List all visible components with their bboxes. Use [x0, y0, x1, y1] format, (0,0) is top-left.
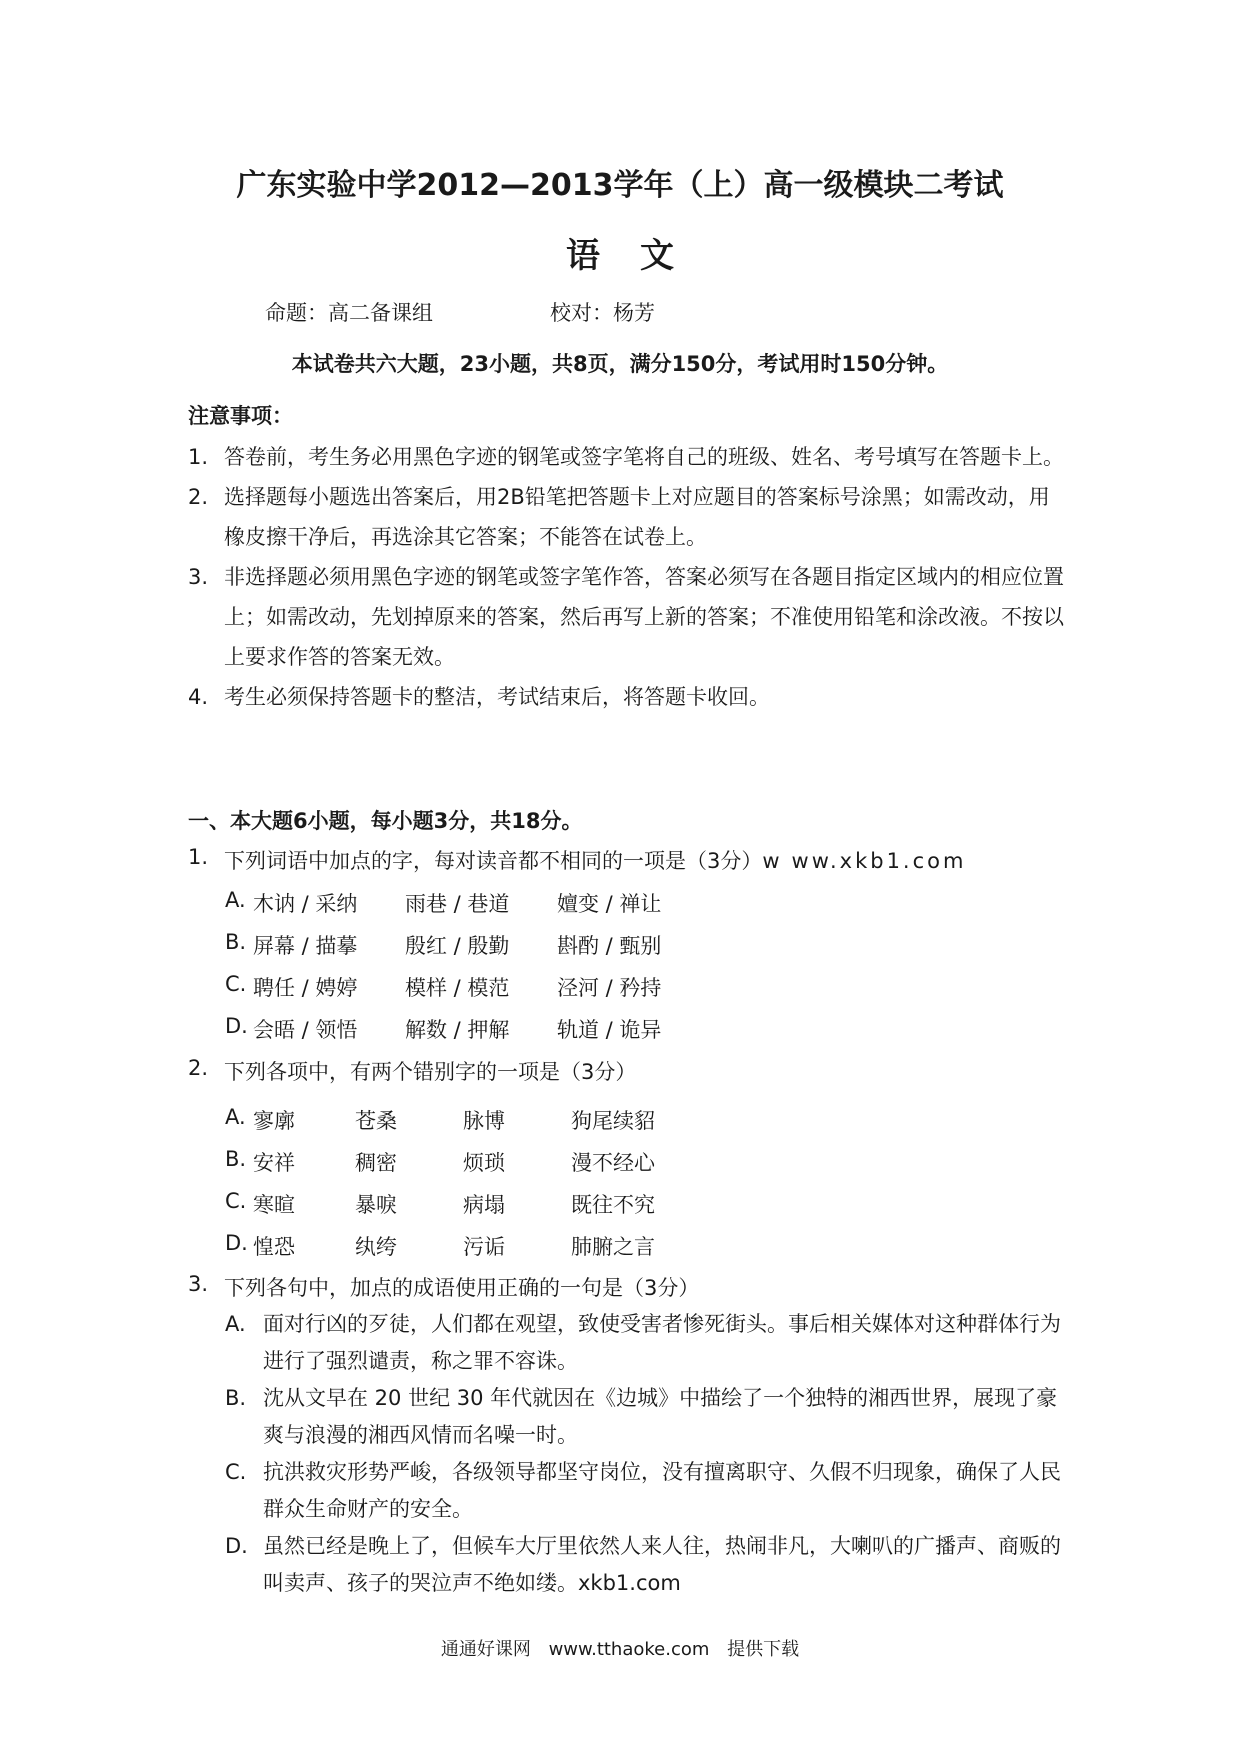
subject-title: 语文 — [566, 236, 714, 276]
question-number: 3. — [188, 1272, 209, 1296]
question-text — [224, 845, 966, 875]
notice-number: 2. — [188, 485, 209, 509]
option-label: C. — [225, 972, 247, 996]
q3-option-c — [225, 1454, 1065, 1528]
exam-title: 广东实验中学2012—2013学年（上）高一级模块二考试 — [236, 168, 1004, 203]
word-pair: 殷红 / 殷勤 — [405, 934, 510, 958]
word: 肺腑之言 — [571, 1235, 655, 1259]
notice-list — [188, 437, 1068, 717]
option-label: C. — [225, 1460, 247, 1484]
notice-item — [188, 437, 1068, 477]
question-number: 1. — [188, 845, 209, 869]
option-label: C. — [225, 1189, 247, 1213]
question-stem: 下列词语中加点的字，每对读音都不相同的一项是（3分）w — [224, 849, 780, 873]
q3-option-d — [225, 1528, 1065, 1602]
notice-item — [188, 677, 1068, 717]
word-pair: 雨巷 / 巷道 — [405, 892, 510, 916]
word-pair: 斟酌 / 甄别 — [557, 934, 662, 958]
section-heading: 一、本大题6小题，每小题3分，共18分。 — [188, 809, 583, 833]
word: 漫不经心 — [571, 1151, 655, 1175]
footer-url: www.tthaoke.com — [548, 1639, 710, 1660]
notice-number: 1. — [188, 445, 209, 469]
q3-option-a — [225, 1306, 1065, 1380]
notice-item — [188, 477, 1068, 557]
word: 病塌 — [463, 1193, 505, 1217]
word: 苍桑 — [355, 1109, 397, 1133]
option-label: D. — [225, 1534, 248, 1558]
word: 寒暄 — [253, 1193, 295, 1217]
option-label: A. — [225, 1105, 246, 1129]
word: 暴唳 — [355, 1193, 397, 1217]
notice-item — [188, 557, 1068, 677]
notice-heading: 注意事项： — [188, 404, 293, 428]
notice-text: 考生必须保持答题卡的整洁，考试结束后，将答题卡收回。 — [224, 685, 770, 709]
option-text: 沈从文早在 20 世纪 30 年代就因在《边城》中描绘了一个独特的湘西世界，展现了豪爽与浪漫的湘西风情而名噪一时。 — [263, 1386, 1058, 1447]
notice-text: 非选择题必须用黑色字迹的钢笔或签字笔作答，答案必须写在各题目指定区域内的相应位置上；如需改动，先划掉原来的答案，然后再写上新的答案；不准使用铅笔和涂改液。不按以上要求作答的答案无效。 — [224, 565, 1064, 669]
notice-number: 3. — [188, 565, 209, 589]
exam-summary: 本试卷共六大题，23小题，共8页，满分150分，考试用时150分钟。 — [291, 352, 949, 376]
footer-site-name: 通通好课网 — [440, 1639, 531, 1660]
author-label: 命题：高二备课组 — [265, 301, 433, 325]
notice-number: 4. — [188, 685, 209, 709]
word: 纨绔 — [355, 1235, 397, 1259]
option-label: D. — [225, 1014, 248, 1038]
option-label: D. — [225, 1231, 248, 1255]
credits-line — [265, 297, 655, 327]
word: 脉博 — [463, 1109, 505, 1133]
notice-text: 答卷前，考生务必用黑色字迹的钢笔或签字笔将自己的班级、姓名、考号填写在答题卡上。 — [224, 445, 1064, 469]
word-pair: 模样 / 模范 — [405, 976, 510, 1000]
word: 稠密 — [355, 1151, 397, 1175]
word: 污诟 — [463, 1235, 505, 1259]
watermark-url: ww.xkb1.com — [791, 849, 967, 873]
option-label: A. — [225, 1312, 246, 1336]
option-text: 抗洪救灾形势严峻，各级领导都坚守岗位，没有擅离职守、久假不归现象，确保了人民群众生命财产的安全。 — [263, 1460, 1061, 1521]
word-pair: 木讷 / 采纳 — [253, 892, 358, 916]
option-text: 虽然已经是晚上了，但候车大厅里依然人来人往，热闹非凡，大喇叭的广播声、商贩的叫卖声、孩子的哭泣声不绝如缕。xkb1.com — [263, 1534, 1061, 1595]
proofreader-label: 校对：杨芳 — [550, 301, 655, 325]
option-label: B. — [225, 1147, 247, 1171]
q3-option-b — [225, 1380, 1065, 1454]
page-footer — [0, 1635, 1240, 1661]
option-label: B. — [225, 1386, 247, 1410]
option-text: 面对行凶的歹徒，人们都在观望，致使受害者惨死街头。事后相关媒体对这种群体行为进行了强烈谴责，称之罪不容诛。 — [263, 1312, 1061, 1373]
word-pair: 屏幕 / 描摹 — [253, 934, 358, 958]
question-text: 下列各句中，加点的成语使用正确的一句是（3分） — [224, 1276, 700, 1300]
question-text: 下列各项中，有两个错别字的一项是（3分） — [224, 1060, 637, 1084]
word: 寥廓 — [253, 1109, 295, 1133]
word-pair: 嬗变 / 禅让 — [557, 892, 662, 916]
word: 烦琐 — [463, 1151, 505, 1175]
notice-text: 选择题每小题选出答案后，用2B铅笔把答题卡上对应题目的答案标号涂黑；如需改动，用橡皮擦干净后，再选涂其它答案；不能答在试卷上。 — [224, 485, 1050, 549]
word-pair: 会晤 / 领悟 — [253, 1018, 358, 1042]
option-label: B. — [225, 930, 247, 954]
word: 狗尾续貂 — [571, 1109, 655, 1133]
question-number: 2. — [188, 1056, 209, 1080]
word-pair: 轨道 / 诡异 — [557, 1018, 662, 1042]
word-pair: 泾河 / 矜持 — [557, 976, 662, 1000]
word: 既往不究 — [571, 1193, 655, 1217]
word: 安祥 — [253, 1151, 295, 1175]
word: 惶恐 — [253, 1235, 295, 1259]
word-pair: 聘任 / 娉婷 — [253, 976, 358, 1000]
word-pair: 解数 / 押解 — [405, 1018, 510, 1042]
footer-suffix: 提供下载 — [727, 1639, 800, 1660]
option-label: A. — [225, 888, 246, 912]
